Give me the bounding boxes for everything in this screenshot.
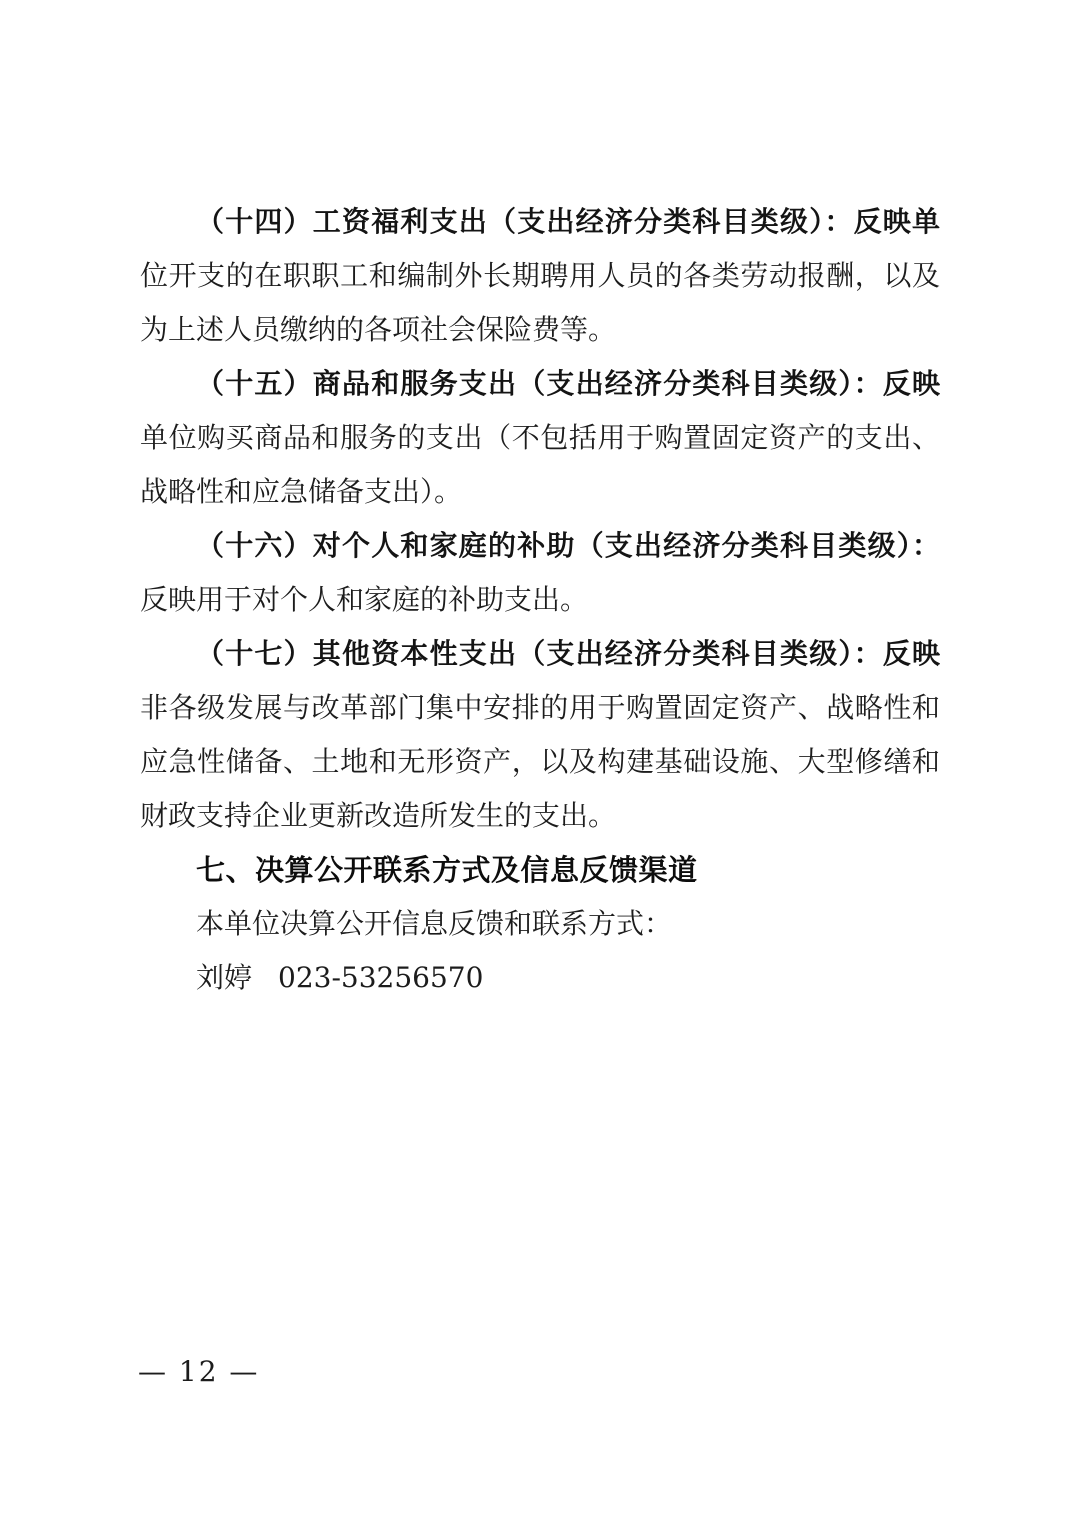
page-number: — 12 —: [138, 1355, 260, 1388]
paragraph-line: （十六）对个人和家庭的补助（支出经济分类科目类级）：: [196, 529, 940, 562]
paragraph-line: 财政支持企业更新改造所发生的支出。: [140, 799, 617, 832]
paragraph-line: （十五）商品和服务支出（支出经济分类科目类级）：反映: [196, 367, 940, 400]
document-body: [140, 195, 940, 1005]
contact-name: 刘婷: [196, 961, 253, 994]
paragraph-line: 反映用于对个人和家庭的补助支出。: [140, 583, 589, 616]
paragraph-line: 单位购买商品和服务的支出（不包括用于购置固定资产的支出、: [140, 421, 940, 454]
contact-phone: 023-53256570: [278, 961, 484, 994]
paragraph-line: 为上述人员缴纳的各项社会保险费等。: [140, 313, 617, 346]
paragraph-line: 位开支的在职职工和编制外长期聘用人员的各类劳动报酬，以及: [140, 259, 940, 292]
paragraph-line: 非各级发展与改革部门集中安排的用于购置固定资产、战略性和: [140, 691, 940, 724]
paragraph-line: （十七）其他资本性支出（支出经济分类科目类级）：反映: [196, 637, 940, 670]
contact-intro-line: 本单位决算公开信息反馈和联系方式：: [196, 907, 673, 940]
paragraph-line: 战略性和应急储备支出）。: [140, 475, 463, 508]
contact-line: [140, 951, 940, 1005]
paragraph-line: （十四）工资福利支出（支出经济分类科目类级）：反映单: [196, 205, 940, 238]
section-heading: 七、决算公开联系方式及信息反馈渠道: [196, 853, 698, 887]
paragraph-line: 应急性储备、土地和无形资产，以及构建基础设施、大型修缮和: [140, 745, 940, 778]
